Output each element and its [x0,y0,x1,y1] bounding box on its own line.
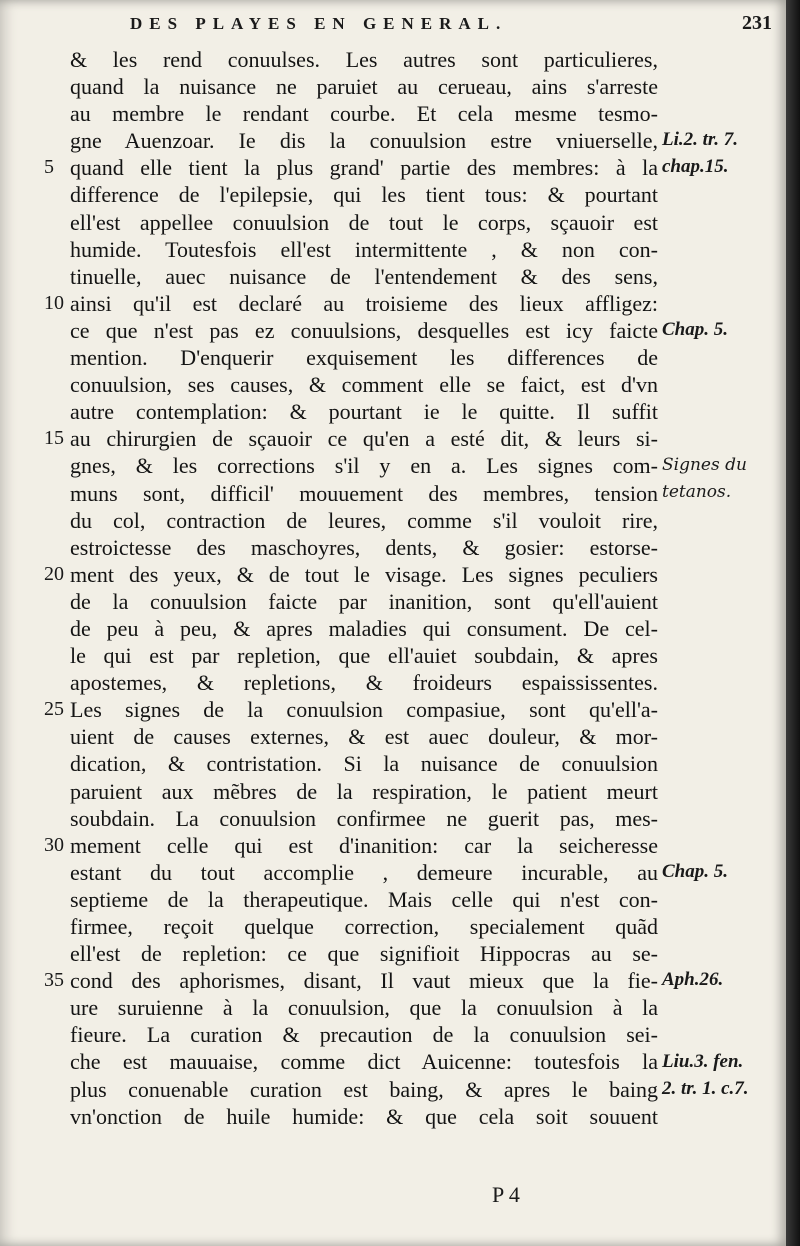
page-number: 231 [742,12,772,34]
handwritten-margin-note: Signes du [662,454,747,475]
text-line [70,263,658,290]
margin-reference: Chap. 5. [662,319,728,340]
text-line [44,561,658,588]
text-line [44,696,658,723]
text-line [70,642,658,669]
text-line [70,100,658,127]
line-text: de la conuulsion faicte par inanition, sont qu'ell'auient [70,588,658,614]
handwritten-margin-note: tetanos. [662,481,732,502]
line-text: muns sont, difficil' mouuement des membres, tension [70,480,658,506]
text-line [70,805,658,832]
line-text: uient de causes externes, & est auec douleur, & mor- [70,724,658,750]
line-text: gnes, & les corrections s'il y en a. Les signes com- [70,453,658,479]
line-text: au membre le rendant courbe. Et cela mesme tesmo- [70,101,658,127]
margin-reference: Chap. 5. [662,861,728,882]
margin-reference: Li.2. tr. 7. [662,129,739,151]
running-head: DES PLAYES EN GENERAL. [130,14,508,33]
line-text: Les signes de la conuulsion compasiue, sont qu'ell'a- [70,697,658,723]
line-text: au chirurgien de sçauoir ce qu'en a esté dit, & leurs si- [70,426,658,452]
text-line [44,290,658,317]
line-text: ell'est de repletion: ce que signifioit Hippocras au se- [70,941,658,967]
line-number: 20 [44,562,64,585]
text-line [70,859,658,886]
text-line [44,425,658,452]
text-line [70,507,658,534]
text-line [70,371,658,398]
margin-reference: 2. tr. 1. c.7. [662,1077,749,1099]
text-line [70,127,658,154]
line-text: che est mauuaise, comme dict Auicenne: toutesfois la [70,1049,658,1075]
text-line [44,154,658,181]
line-text: ment des yeux, & de tout le visage. Les signes peculiers [70,561,658,587]
line-text: ainsi qu'il est declaré au troisieme des lieux affligez: [70,290,658,316]
line-number: 15 [44,427,64,450]
line-text: vn'onction de huile humide: & que cela soit souuent [70,1103,658,1129]
line-text: de peu à peu, & apres maladies qui consument. De cel- [70,615,658,641]
line-text: firmee, reçoit quelque correction, specialement quãd [70,914,658,939]
text-line [70,480,658,507]
text-line [70,344,658,371]
line-text: plus conuenable curation est baing, & apres le baing [70,1076,658,1102]
line-text: ure suruienne à la conuulsion, que la conuulsion à la [70,995,658,1021]
line-text: difference de l'epilepsie, qui les tient tous: & pourtant [70,182,658,208]
text-line [70,1076,658,1103]
text-line [70,236,658,263]
line-text: & les rend conuulses. Les autres sont particulieres, [70,47,658,72]
line-number: 35 [44,969,64,992]
line-text: soubdain. La conuulsion confirmee ne guerit pas, mes- [70,805,658,831]
line-text: mention. D'enquerir exquisement les differences de [70,345,658,371]
line-text: quand elle tient la plus grand' partie des membres: à la [70,155,658,181]
line-number: 10 [44,291,64,314]
margin-reference: Aph.26. [662,969,724,991]
line-text: le qui est par repletion, que ell'auiet soubdain, & apres [70,643,658,669]
margin-reference: chap.15. [662,156,729,178]
line-text: tinuelle, auec nuisance de l'entendement & des sens, [70,263,658,289]
line-text: paruient aux mẽbres de la respiration, le patient meurt [70,778,658,804]
text-line [70,778,658,805]
text-line [44,832,658,859]
line-text: quand la nuisance ne paruiet au cerueau, ains s'arreste [70,74,658,100]
text-line [70,1048,658,1075]
text-line [70,669,658,696]
line-text: conuulsion, ses causes, & comment elle se faict, est d'vn [70,372,658,398]
line-text: dication, & contristation. Si la nuisance de conuulsion [70,751,658,777]
text-line [70,73,658,100]
text-line [70,615,658,642]
line-text: du col, contraction de leures, comme s'il vouloit rire, [70,507,658,533]
text-line [70,913,658,940]
text-line [70,886,658,913]
line-text: gne Auenzoar. Ie dis la conuulsion estre vniuerselle, [70,128,658,154]
text-line [70,452,658,479]
line-text: mement celle qui est d'inanition: car la seicheresse [70,832,658,858]
text-line [70,723,658,750]
line-number: 5 [44,156,54,179]
text-line [70,750,658,777]
text-line [70,181,658,208]
margin-reference: Liu.3. fen. [662,1050,744,1072]
body-text [44,46,658,1130]
line-text: estant du tout accomplie , demeure incurable, au [70,859,658,885]
line-text: septieme de la therapeutique. Mais celle qui n'est con- [70,886,658,912]
line-text: ce que n'est pas ez conuulsions, desquelles est icy faicte [70,317,658,343]
line-text: estroictesse des maschoyres, dents, & gosier: estorse- [70,534,658,560]
signature-mark: P 4 [492,1182,520,1207]
line-text: cond des aphorismes, disant, Il vaut mieux que la fie- [70,968,658,994]
text-line [70,46,658,73]
text-line [70,209,658,236]
text-line [70,940,658,967]
line-number: 30 [44,833,64,856]
line-text: fieure. La curation & precaution de la conuulsion sei- [70,1022,658,1048]
text-line [70,317,658,344]
text-line [70,1021,658,1048]
book-spine-shadow [786,0,800,1246]
text-line [70,1103,658,1130]
line-number: 25 [44,698,64,721]
line-text: humide. Toutesfois ell'est intermittente , & non con- [70,236,658,262]
line-text: apostemes, & repletions, & froideurs espaississentes. [70,670,658,696]
text-line [70,588,658,615]
text-line [70,398,658,425]
line-text: ell'est appellee conuulsion de tout le corps, sçauoir est [70,209,658,235]
text-line [70,994,658,1021]
text-line [70,534,658,561]
line-text: autre contemplation: & pourtant ie le quitte. Il suffit [70,399,658,425]
text-line [44,967,658,994]
